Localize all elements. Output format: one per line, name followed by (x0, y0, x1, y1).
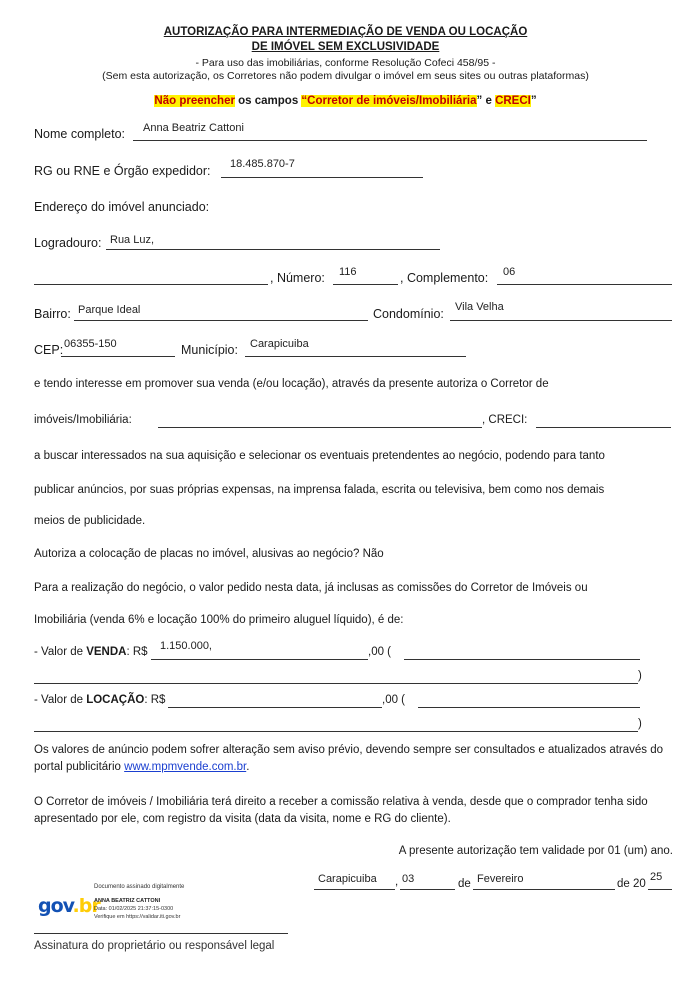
nome-line (133, 140, 647, 141)
condominio-line (450, 320, 672, 321)
document-title-line1: AUTORIZAÇÃO PARA INTERMEDIAÇÃO DE VENDA OU LOCAÇÃO (163, 26, 528, 38)
notice-part4: ” e (476, 95, 496, 107)
nome-field[interactable]: Anna Beatriz Cattoni (143, 122, 244, 134)
numero-line (333, 284, 398, 285)
notice-part1: Não preencher (154, 95, 235, 107)
locacao-field[interactable] (168, 707, 382, 708)
valor-line1: Para a realização do negócio, o valor pedido nesta data, já inclusas as comissões do Corretor de Imóveis ou (34, 582, 588, 594)
creci-label: , CRECI: (482, 414, 528, 426)
venda-extenso-field[interactable] (404, 659, 640, 660)
endereco-label: Endereço do imóvel anunciado: (34, 200, 210, 214)
venda-cents: ,00 ( (368, 646, 392, 658)
year-field[interactable]: 25 (650, 871, 663, 883)
verify-url: Verifique em https://validar.iti.gov.br (94, 914, 181, 920)
valores-paragraph: Os valores de anúncio podem sofrer alteração sem aviso prévio, devendo sempre ser consultados e atualizados através do portal publicitário www.mpmvende.com.br. (34, 744, 664, 773)
cep-label: CEP: (34, 343, 64, 357)
day-line (400, 889, 455, 890)
date-de1: de (458, 878, 471, 890)
signature-caption: Assinatura do proprietário ou responsável legal (34, 940, 275, 952)
corretor-field[interactable] (158, 427, 482, 428)
comissao-paragraph: O Corretor de imóveis / Imobiliária terá direito a receber a comissão relativa à venda, desde que o comprador tenha sido apresentado por ele, com registro da visita (data da visita, nome e RG do cliente). (34, 796, 648, 825)
search-line1: a buscar interessados na sua aquisição e selecionar os eventuais pretendentes ao negócio, podendo para tanto (34, 450, 605, 462)
valor-line2: Imobiliária (venda 6% e locação 100% do primeiro aluguel líquido), é de: (34, 614, 404, 626)
govbr-logo: gov.br (38, 895, 100, 917)
numero-label: , Número: (270, 271, 325, 285)
venda-extenso-line2[interactable] (34, 683, 638, 684)
venda-field[interactable]: 1.150.000, (160, 640, 212, 652)
validade-text: A presente autorização tem validade por 01 (um) ano. (398, 845, 673, 857)
signed-date: Data: 01/02/2025 21:37:15-0300 (94, 906, 174, 912)
signer-name: ANNA BEATRIZ CATTONI (94, 898, 161, 904)
locacao-close-paren: ) (638, 718, 642, 730)
date-comma: , (395, 876, 399, 888)
notice-part3: “Corretor de imóveis/Imobiliária (301, 95, 477, 107)
rg-label: RG ou RNE e Órgão expedidor: (34, 164, 211, 178)
numero-field[interactable]: 116 (339, 266, 357, 278)
month-line (473, 889, 615, 890)
rg-field[interactable]: 18.485.870-7 (230, 158, 295, 170)
subtitle-warning: (Sem esta autorização, os Corretores não podem divulgar o imóvel em seus sites ou outras plataformas) (102, 70, 589, 82)
locacao-extenso-field[interactable] (418, 707, 640, 708)
municipio-line (245, 356, 466, 357)
complemento-field[interactable]: 06 (503, 266, 516, 278)
city-line (314, 889, 395, 890)
condominio-label: Condomínio: (373, 307, 444, 321)
logradouro-field[interactable]: Rua Luz, (110, 234, 155, 246)
bairro-field[interactable]: Parque Ideal (78, 304, 141, 316)
day-field[interactable]: 03 (402, 873, 415, 885)
venda-line (151, 659, 368, 660)
logradouro-label: Logradouro: (34, 236, 102, 250)
interest-line2: imóveis/Imobiliária: (34, 414, 132, 426)
condominio-field[interactable]: Vila Velha (455, 301, 504, 313)
venda-close-paren: ) (638, 670, 642, 682)
municipio-field[interactable]: Carapicuiba (250, 338, 309, 350)
city-field[interactable]: Carapicuiba (318, 873, 377, 885)
nome-label: Nome completo: (34, 127, 126, 141)
portal-link[interactable]: www.mpmvende.com.br (124, 761, 247, 773)
locacao-label: - Valor de LOCAÇÃO: R$ (34, 694, 166, 706)
date-de2: de 20 (617, 878, 646, 890)
municipio-label: Município: (181, 343, 238, 357)
locacao-cents: ,00 ( (382, 694, 406, 706)
month-field[interactable]: Fevereiro (477, 873, 524, 885)
signature-line (34, 933, 288, 934)
bairro-label: Bairro: (34, 307, 71, 321)
logradouro-line (106, 249, 440, 250)
notice-part6: ” (530, 95, 537, 107)
notice-part2: os campos (234, 95, 302, 107)
subtitle-resolution: - Para uso das imobiliárias, conforme Resolução Cofeci 458/95 - (195, 57, 496, 69)
locacao-extenso-line2[interactable] (34, 731, 638, 732)
signed-label: Documento assinado digitalmente (94, 884, 185, 890)
bairro-line (74, 320, 368, 321)
fill-notice (0, 95, 691, 107)
rg-line (221, 177, 423, 178)
complemento-line (497, 284, 672, 285)
year-line (648, 889, 672, 890)
complemento-label: , Complemento: (400, 271, 489, 285)
search-line2: publicar anúncios, por suas próprias expensas, na imprensa falada, escrita ou televisiva, bem como nos demais (34, 484, 605, 496)
search-line3: meios de publicidade. (34, 515, 146, 527)
placas-question: Autoriza a colocação de placas no imóvel, alusivas ao negócio? Não (34, 548, 384, 560)
notice-part5: CRECI (495, 95, 531, 107)
document-title-line2: DE IMÓVEL SEM EXCLUSIVIDADE (251, 41, 440, 53)
interest-line1: e tendo interesse em promover sua venda (e/ou locação), através da presente autoriza o Corretor de (34, 378, 549, 390)
cep-line (61, 356, 175, 357)
creci-field[interactable] (536, 427, 671, 428)
venda-label: - Valor de VENDA: R$ (34, 646, 148, 658)
cep-field[interactable]: 06355-150 (64, 338, 117, 350)
logradouro-cont-line (34, 284, 268, 285)
